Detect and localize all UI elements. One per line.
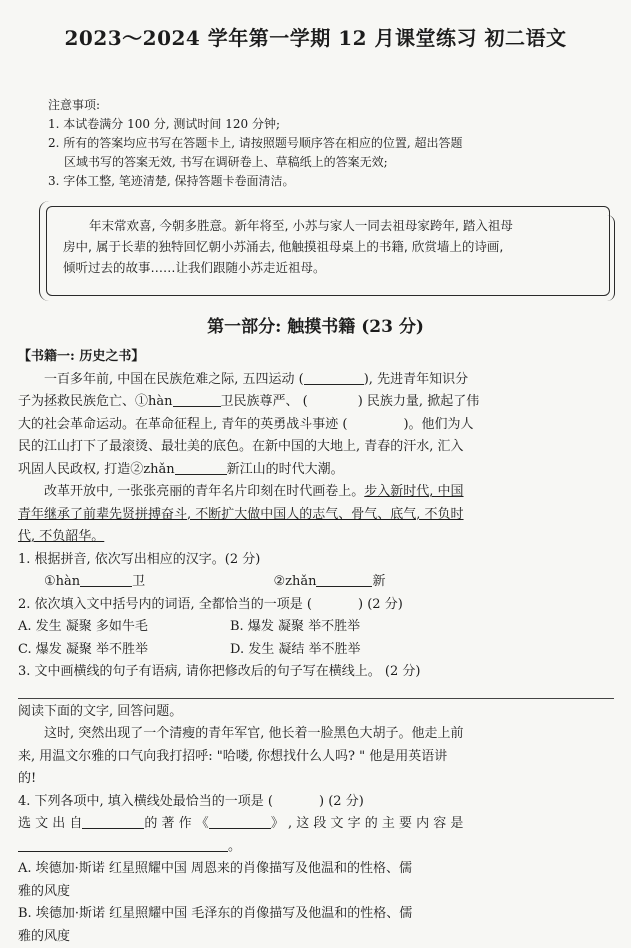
question-4-fill: 选 文 出 自 的 著 作 《 》 , 这 段 文 字 的 主 要 内 容 是: [18, 813, 614, 836]
book-heading: 【书籍一: 历史之书】: [18, 346, 614, 369]
reading-prompt: 阅读下面的文字, 回答问题。: [18, 701, 614, 724]
answer-blank[interactable]: [175, 460, 227, 475]
intro-line: 倾听过去的故事……让我们跟随小苏走近祖母。: [63, 257, 603, 278]
intro-line: 房中, 属于长辈的独特回忆朝小苏涌去, 他触摸祖母桌上的书籍, 欣赏墙上的诗画,: [63, 236, 603, 257]
underlined-sentence: 步入新时代, 中国: [364, 484, 463, 499]
question-3-stem: 3. 文中画横线的句子有语病, 请你把修改后的句子写在横线上。 (2 分): [18, 661, 614, 684]
option-c[interactable]: C. 爆发 凝聚 举不胜举: [18, 639, 230, 662]
answer-blank[interactable]: [18, 837, 228, 852]
part-title: 第一部分: 触摸书籍 (23 分): [0, 312, 631, 337]
question-2-options: [18, 639, 614, 662]
answer-blank[interactable]: [304, 370, 364, 385]
answer-blank[interactable]: [173, 392, 221, 407]
passage-line: 巩固人民政权, 打造②zhǎn 新江山的时代大潮。: [18, 459, 614, 482]
notice-heading: 注意事项:: [48, 96, 608, 115]
passage-line: 大的社会革命运动。在革命征程上, 青年的英勇战斗事迹 ( )。他们为人: [18, 414, 614, 437]
option-b[interactable]: B. 爆发 凝聚 举不胜举: [230, 616, 360, 639]
underlined-sentence: 代, 不负韶华。: [18, 526, 104, 549]
intro-text: [63, 215, 603, 278]
underlined-sentence: 青年继承了前辈先贤拼搏奋斗, 不断扩大做中国人的志气、骨气、底气, 不负时: [18, 504, 614, 527]
reading-line: 来, 用温文尔雅的口气向我打招呼: "哈喽, 你想找什么人吗? " 他是用英语讲: [18, 746, 614, 769]
question-2-stem: 2. 依次填入文中括号内的词语, 全都恰当的一项是 ( ) (2 分): [18, 594, 614, 617]
question-4-stem: 4. 下列各项中, 填入横线处最恰当的一项是 ( ) (2 分): [18, 791, 614, 814]
intro-scroll-box: [46, 206, 610, 296]
option-a[interactable]: A. 埃德加·斯诺 红星照耀中国 周恩来的肖像描写及他温和的性格、儒: [18, 858, 614, 881]
option-b[interactable]: B. 埃德加·斯诺 红星照耀中国 毛泽东的肖像描写及他温和的性格、儒: [18, 903, 614, 926]
notice-item: 1. 本试卷满分 100 分, 测试时间 120 分钟;: [48, 115, 608, 134]
scroll-curl-decoration: [602, 215, 615, 301]
option-d[interactable]: D. 发生 凝结 举不胜举: [230, 639, 361, 662]
exam-title: 2023～2024 学年第一学期 12 月课堂练习 初二语文: [0, 22, 631, 51]
passage-line: 子为拯救民族危亡、①hàn 卫民族尊严、 ( ) 民族力量, 掀起了伟: [18, 391, 614, 414]
notice-item: 区域书写的答案无效, 书写在调研卷上、草稿纸上的答案无效;: [48, 153, 608, 172]
notice-section: [48, 96, 608, 191]
passage-line: 一百多年前, 中国在民族危难之际, 五四运动 ( ), 先进青年知识分: [18, 369, 614, 392]
answer-blank[interactable]: [316, 572, 372, 587]
intro-line: 年末常欢喜, 今朝多胜意。新年将至, 小苏与家人一同去祖母家跨年, 踏入祖母: [63, 215, 603, 236]
answer-line[interactable]: [18, 698, 614, 699]
answer-blank[interactable]: [209, 814, 271, 829]
answer-blank[interactable]: [82, 814, 144, 829]
answer-blank[interactable]: [80, 572, 132, 587]
part1-body: [18, 346, 614, 948]
reading-line: 的!: [18, 768, 614, 791]
notice-item: 3. 字体工整, 笔迹清楚, 保持答题卡卷面清洁。: [48, 172, 608, 191]
reading-line: 这时, 突然出现了一个清瘦的青年军官, 他长着一脸黑色大胡子。他走上前: [18, 723, 614, 746]
option-a-cont: 雅的风度: [18, 881, 614, 904]
scroll-curl-decoration: [39, 201, 56, 301]
option-b-cont: 雅的风度: [18, 926, 614, 948]
question-1-blanks: ①hàn 卫 ②zhǎn 新: [18, 571, 614, 594]
passage-line: 改革开放中, 一张张亮丽的青年名片印刻在时代画卷上。步入新时代, 中国: [18, 481, 614, 504]
question-4-fill-end: 。: [18, 836, 614, 859]
question-1-stem: 1. 根据拼音, 依次写出相应的汉字。(2 分): [18, 549, 614, 572]
passage-line: 民的江山打下了最滚烫、最壮美的底色。在新中国的大地上, 青春的汗水, 汇入: [18, 436, 614, 459]
option-a[interactable]: A. 发生 凝聚 多如牛毛: [18, 616, 230, 639]
question-2-options: [18, 616, 614, 639]
notice-item: 2. 所有的答案均应书写在答题卡上, 请按照题号顺序答在相应的位置, 超出答题: [48, 134, 608, 153]
